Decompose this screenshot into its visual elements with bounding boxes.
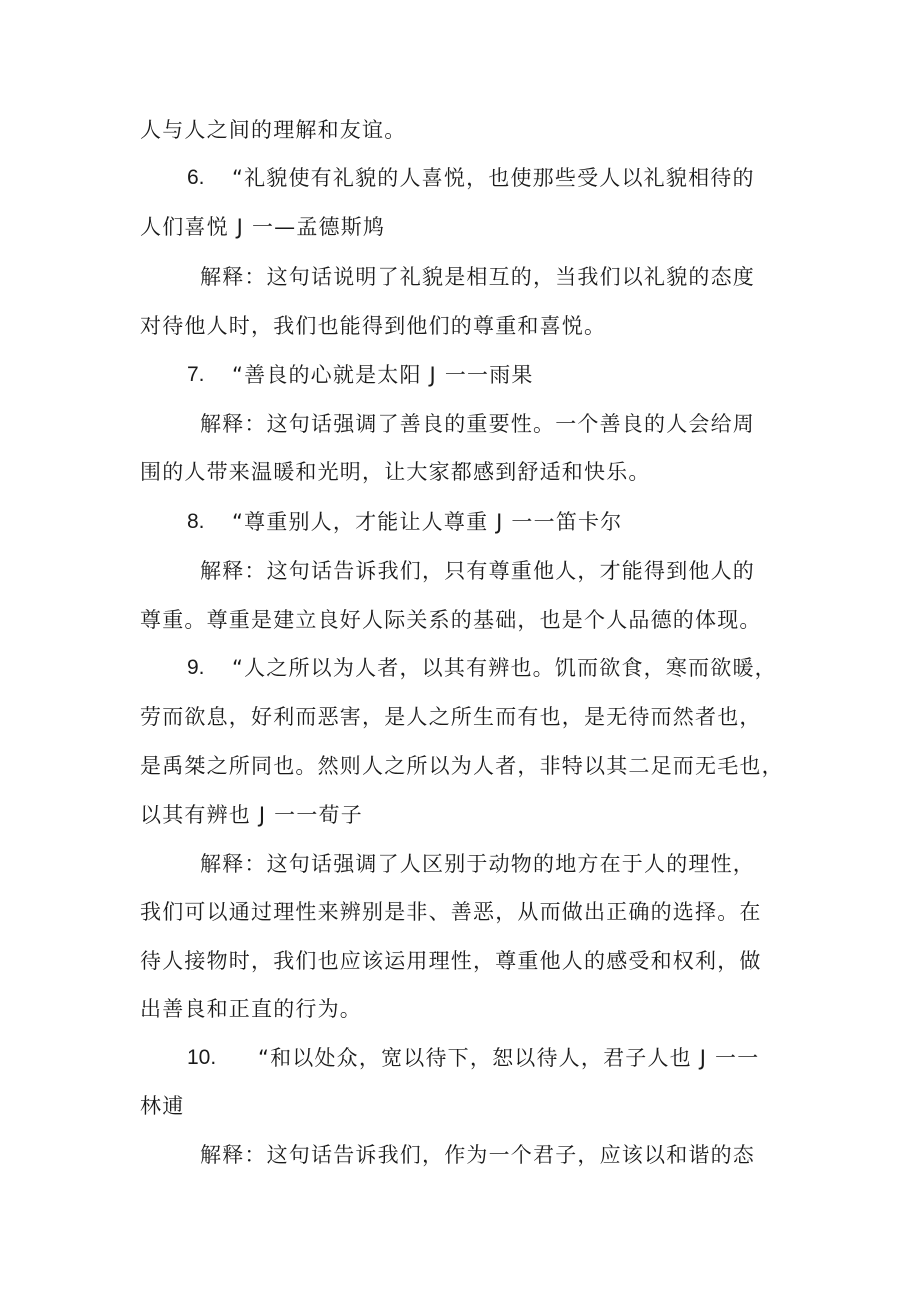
text-line: 林逋	[140, 1094, 185, 1118]
explanation-text: 解释：这句话说明了礼貌是相互的，当我们以礼貌的态度	[200, 265, 755, 289]
explanation-text: 解释：这句话强调了善良的重要性。一个善良的人会给周	[200, 412, 755, 436]
text-line: 人与人之间的理解和友谊。	[140, 118, 407, 142]
text-line: 尊重。尊重是建立良好人际关系的基础，也是个人品德的体现。	[140, 608, 762, 632]
quote-number: 7.	[187, 363, 205, 386]
text-line: 人们喜悦 J 一—孟德斯鸠	[140, 215, 386, 239]
text-line: 出善良和正直的行为。	[140, 997, 362, 1021]
text-line: 围的人带来温暖和光明，让大家都感到舒适和快乐。	[140, 460, 651, 484]
text-line: 劳而欲息，好利而恶害，是人之所生而有也，是无待而然者也，	[140, 705, 762, 729]
text-line: 对待他人时，我们也能得到他们的尊重和喜悦。	[140, 314, 607, 338]
explanation-text: 解释：这句话强调了人区别于动物的地方在于人的理性，	[200, 852, 755, 876]
quote-text: “人之所以为人者，以其有辨也。饥而欲食，寒而欲暖，	[232, 656, 777, 680]
quote-text: “尊重别人，才能让人尊重 J 一一笛卡尔	[232, 510, 623, 534]
text-line: 待人接物时，我们也应该运用理性，尊重他人的感受和权利，做	[140, 949, 762, 973]
text-line: 是禹桀之所同也。然则人之所以为人者，非特以其二足而无毛也，	[140, 754, 784, 778]
quote-number: 6.	[187, 166, 205, 189]
quote-text: “和以处众，宽以待下，恕以待人，君子人也 J 一一	[258, 1046, 760, 1070]
quote-number: 10.	[187, 1046, 217, 1069]
quote-text: “善良的心就是太阳 J 一一雨果	[232, 363, 534, 387]
quote-text: “礼貌使有礼貌的人喜悦，也使那些受人以礼貌相待的	[232, 166, 755, 190]
quote-number: 8.	[187, 510, 205, 533]
text-line: 我们可以通过理性来辨别是非、善恶，从而做出正确的选择。在	[140, 900, 762, 924]
text-line: 以其有辨也 J 一一荀子	[140, 803, 363, 827]
explanation-text: 解释：这句话告诉我们，只有尊重他人，才能得到他人的	[200, 559, 755, 583]
explanation-text: 解释：这句话告诉我们，作为一个君子，应该以和谐的态	[200, 1143, 755, 1167]
quote-number: 9.	[187, 656, 205, 679]
